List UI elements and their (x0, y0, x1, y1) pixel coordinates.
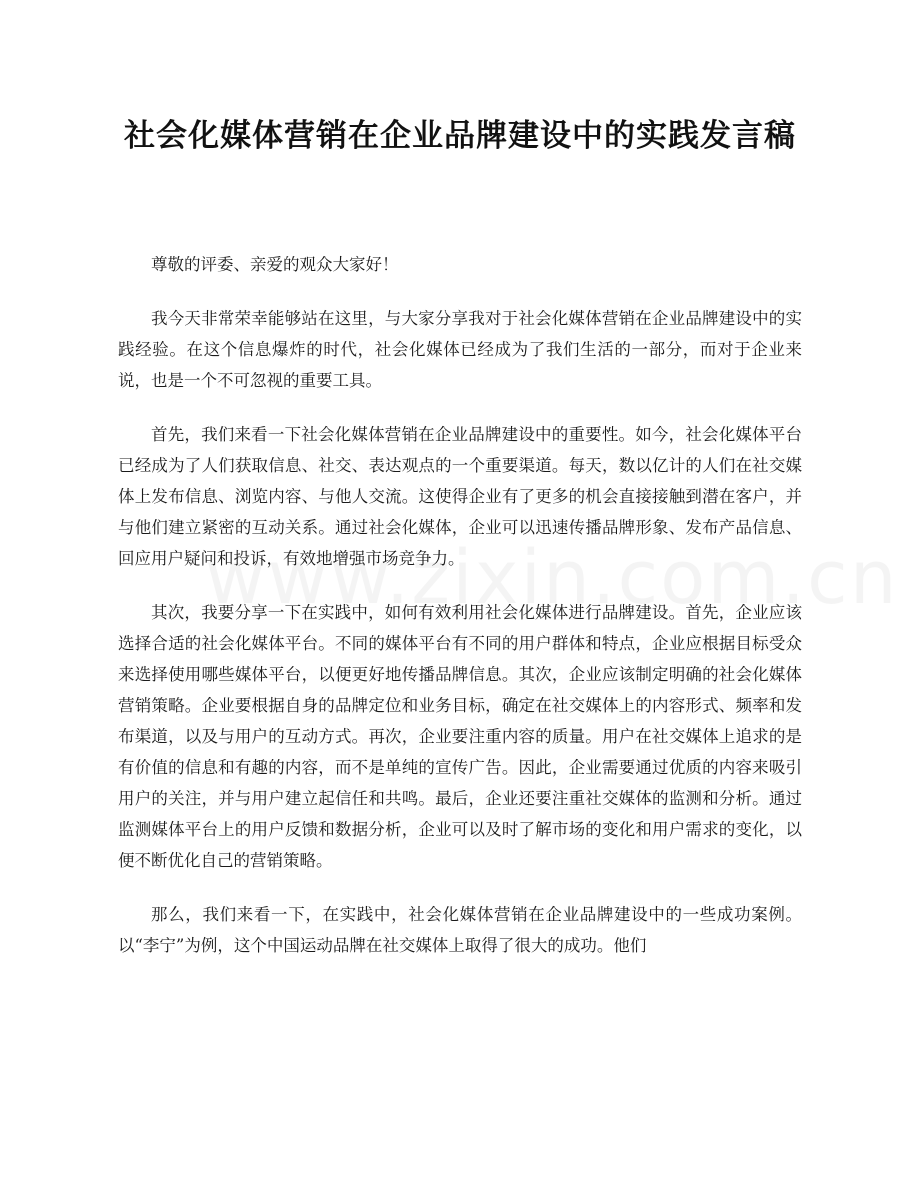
paragraph-practice: 其次，我要分享一下在实践中，如何有效利用社会化媒体进行品牌建设。首先，企业应该选择合适的社会化媒体平台。不同的媒体平台有不同的用户群体和特点，企业应根据目标受众来选择使用哪些媒体平台，以便更好地传播品牌信息。其次，企业应该制定明确的社会化媒体营销策略。企业要根据自身的品牌定位和业务目标，确定在社交媒体上的内容形式、频率和发布渠道，以及与用户的互动方式。再次，企业要注重内容的质量。用户在社交媒体上追求的是有价值的信息和有趣的内容，而不是单纯的宣传广告。因此，企业需要通过优质的内容来吸引用户的关注，并与用户建立起信任和共鸣。最后，企业还要注重社交媒体的监测和分析。通过监测媒体平台上的用户反馈和数据分析，企业可以及时了解市场的变化和用户需求的变化，以便不断优化自己的营销策略。 (118, 603, 802, 870)
paragraph-importance: 首先，我们来看一下社会化媒体营销在企业品牌建设中的重要性。如今，社会化媒体平台已经成为了人们获取信息、社交、表达观点的一个重要渠道。每天，数以亿计的人们在社交媒体上发布信息、浏览内容、与他人交流。这使得企业有了更多的机会直接接触到潜在客户，并与他们建立紧密的互动关系。通过社会化媒体，企业可以迅速传播品牌形象、发布产品信息、回应用户疑问和投诉，有效地增强市场竞争力。 (118, 425, 802, 568)
paragraph-greeting: 尊敬的评委、亲爱的观众大家好！ (151, 255, 399, 274)
paragraph-case: 那么，我们来看一下，在实践中，社会化媒体营销在企业品牌建设中的一些成功案例。以“李宁”为例，这个中国运动品牌在社交媒体上取得了很大的成功。他们 (118, 905, 802, 955)
paragraph-intro: 我今天非常荣幸能够站在这里，与大家分享我对于社会化媒体营销在企业品牌建设中的实践经验。在这个信息爆炸的时代，社会化媒体已经成为了我们生活的一部分，而对于企业来说，也是一个不可忽视的重要工具。 (118, 309, 802, 390)
document-title: 社会化媒体营销在企业品牌建设中的实践发言稿 (124, 118, 796, 154)
document-body (118, 249, 802, 984)
